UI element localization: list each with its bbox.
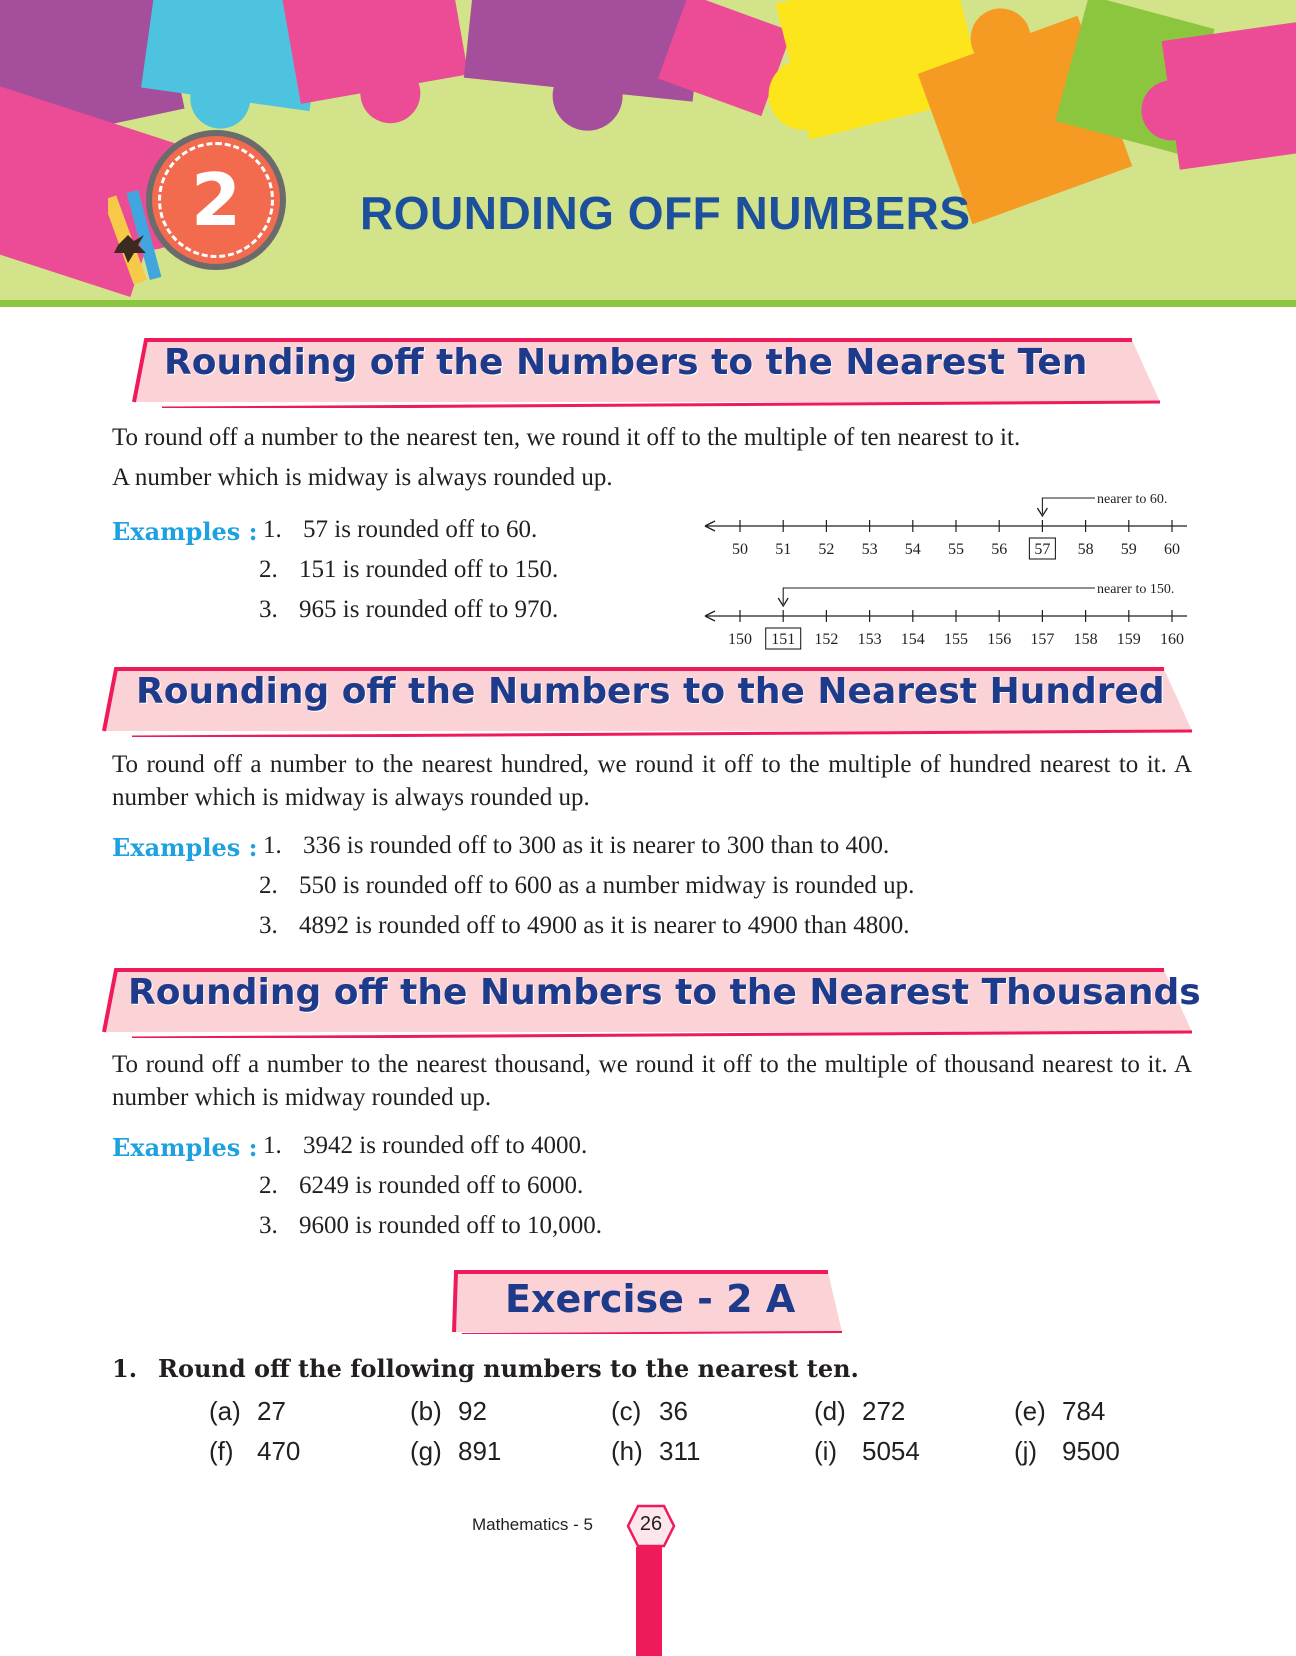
example-number: 1. (263, 832, 282, 859)
option-a (209, 1396, 286, 1427)
chapter-number: 2 (190, 158, 242, 242)
section-heading-hundred (102, 667, 1194, 725)
example-item (263, 832, 889, 860)
page-accent-bar (636, 1547, 662, 1656)
number-line-label: 155 (944, 631, 968, 648)
paragraph-line: To round off a number to the nearest ten, we round it off to the multiple of ten nearest to it. (112, 424, 1021, 451)
section-heading-text: Rounding off the Numbers to the Nearest Ten (164, 342, 1088, 383)
option-value: 5054 (862, 1436, 920, 1466)
examples-label: Examples : (112, 517, 258, 546)
number-line-label: 151 (771, 631, 796, 648)
option-value: 470 (257, 1436, 301, 1466)
option-value: 92 (458, 1396, 487, 1426)
option-label: (a) (209, 1396, 241, 1426)
question-1 (112, 1354, 859, 1383)
example-item (259, 1172, 583, 1200)
number-line-label: 54 (904, 541, 921, 558)
number-line-note: nearer to 60. (1097, 492, 1168, 507)
example-text: 965 is rounded off to 970. (299, 596, 559, 623)
example-text: 57 is rounded off to 60. (303, 516, 538, 543)
example-number: 1. (263, 1132, 282, 1159)
puzzle-piece-pink-2 (282, 0, 469, 104)
example-item (259, 872, 914, 900)
puzzle-piece-pink-right (1162, 20, 1296, 170)
option-value: 27 (257, 1396, 286, 1426)
option-value: 311 (659, 1436, 701, 1466)
number-line-label: 156 (987, 631, 1012, 648)
option-b (410, 1396, 487, 1427)
number-line-label: 56 (991, 541, 1008, 558)
option-label: (h) (611, 1436, 643, 1466)
option-label: (d) (814, 1396, 846, 1426)
option-value: 9500 (1062, 1436, 1120, 1466)
option-value: 891 (458, 1436, 502, 1466)
option-d (814, 1396, 905, 1427)
example-item (259, 596, 558, 624)
number-line-label: 157 (1030, 631, 1055, 648)
paragraph-line: A number which is midway is always rounded up. (112, 464, 613, 491)
number-line-label: 50 (732, 541, 748, 558)
pointer-line (1042, 498, 1095, 514)
option-label: (c) (611, 1396, 642, 1426)
example-item (259, 1212, 602, 1240)
exercise-title: Exercise - 2 A (505, 1277, 796, 1321)
section-heading-text: Rounding off the Numbers to the Nearest Hundred (136, 671, 1165, 712)
header-banner (0, 0, 1296, 300)
paragraph: To round off a number to the nearest thousand, we round it off to the multiple of thousand nearest to it. A number which is midway rounded up. (112, 1051, 1192, 1111)
option-label: (f) (209, 1436, 234, 1466)
number-line-label: 53 (861, 541, 878, 558)
section-heading-ten (132, 338, 1162, 396)
option-value: 272 (862, 1396, 906, 1426)
paragraph: To round off a number to the nearest hundred, we round it off to the multiple of hundred nearest to it. A number which is midway is always rounded up. (112, 751, 1192, 811)
option-label: (e) (1014, 1396, 1046, 1426)
number-line-label: 150 (728, 631, 752, 648)
example-text: 6249 is rounded off to 6000. (299, 1172, 584, 1199)
example-number: 3. (259, 596, 278, 623)
option-label: (g) (410, 1436, 442, 1466)
number-line-label: 159 (1116, 631, 1141, 648)
banner-divider (0, 300, 1296, 307)
number-line-note: nearer to 150. (1097, 582, 1175, 597)
example-number: 3. (259, 1212, 278, 1239)
option-label: (b) (410, 1396, 442, 1426)
number-line-label: 152 (814, 631, 839, 648)
option-c (611, 1396, 688, 1427)
number-line-nearest-150 (695, 578, 1195, 658)
example-number: 2. (259, 872, 278, 899)
number-line-label: 51 (775, 541, 792, 558)
example-number: 2. (259, 1172, 278, 1199)
example-text: 336 is rounded off to 300 as it is nearer to 300 than to 400. (303, 832, 890, 859)
pointer-line (783, 588, 1095, 604)
footer-subject: Mathematics - 5 (472, 1515, 593, 1534)
option-value: 784 (1062, 1396, 1106, 1426)
number-line-label: 154 (900, 631, 925, 648)
example-number: 2. (259, 556, 278, 583)
option-f (209, 1436, 300, 1467)
example-item (259, 556, 558, 584)
option-e (1014, 1396, 1105, 1427)
number-line-label: 57 (1034, 541, 1051, 558)
example-item (259, 912, 910, 940)
number-line-label: 153 (857, 631, 882, 648)
number-line-label: 58 (1077, 541, 1094, 558)
number-line-nearest-60 (695, 488, 1195, 568)
example-number: 1. (263, 516, 282, 543)
example-text: 550 is rounded off to 600 as a number midway is rounded up. (299, 872, 915, 899)
chapter-number-badge (146, 130, 286, 270)
section-heading-text: Rounding off the Numbers to the Nearest Thousands (128, 972, 1201, 1013)
number-line-label: 52 (818, 541, 835, 558)
option-g (410, 1436, 501, 1467)
example-item (263, 1132, 587, 1160)
examples-label: Examples : (112, 833, 258, 862)
example-text: 9600 is rounded off to 10,000. (299, 1212, 602, 1239)
chapter-title: ROUNDING OFF NUMBERS (360, 187, 971, 239)
example-text: 151 is rounded off to 150. (299, 556, 559, 583)
example-item (263, 516, 537, 544)
examples-label: Examples : (112, 1133, 258, 1162)
page-number: 26 (639, 1513, 663, 1535)
example-number: 3. (259, 912, 278, 939)
question-number: 1. (112, 1354, 138, 1383)
section-heading-thousands (102, 968, 1201, 1026)
option-i (814, 1436, 920, 1467)
number-line-label: 59 (1120, 541, 1137, 558)
number-line-label: 55 (948, 541, 964, 558)
option-value: 36 (659, 1396, 688, 1426)
option-label: (j) (1014, 1436, 1038, 1466)
question-text: Round off the following numbers to the nearest ten. (158, 1354, 859, 1383)
example-text: 4892 is rounded off to 4900 as it is nearer to 4900 than 4800. (299, 912, 910, 939)
option-label: (i) (814, 1436, 838, 1466)
number-line-label: 158 (1073, 631, 1098, 648)
option-h (611, 1436, 700, 1467)
number-line-label: 60 (1164, 541, 1180, 558)
number-line-label: 160 (1160, 631, 1184, 648)
option-j (1014, 1436, 1120, 1467)
example-text: 3942 is rounded off to 4000. (303, 1132, 588, 1159)
